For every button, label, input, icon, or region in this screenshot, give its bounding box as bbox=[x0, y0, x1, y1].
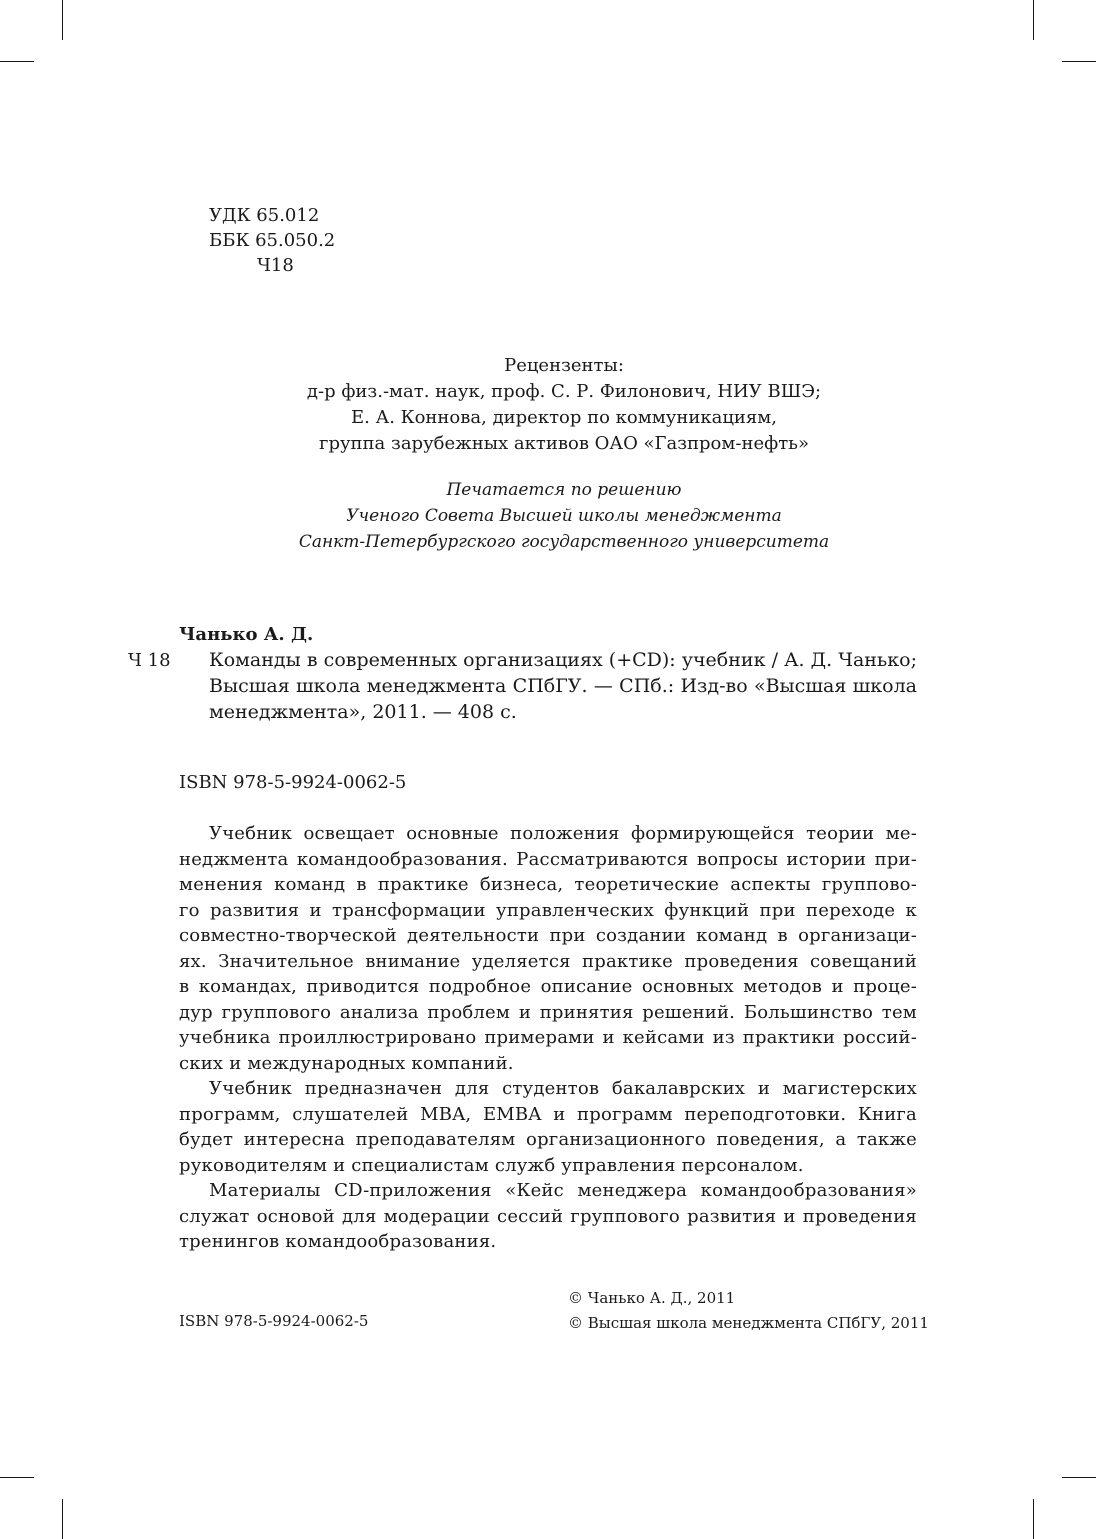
crop-mark-bottom-left bbox=[62, 1499, 63, 1539]
reviewer-line: Е. А. Коннова, директор по коммуникациям, bbox=[351, 407, 777, 428]
copyright-line: © Чанько А. Д., 2011 bbox=[568, 1289, 736, 1307]
copyright-line: © Высшая школа менеджмента СПбГУ, 2011 bbox=[568, 1314, 929, 1332]
author-mark: Ч18 bbox=[257, 255, 294, 276]
reviewer-line: группа зарубежных активов ОАО «Газпром-нефть» bbox=[319, 433, 809, 454]
approval-line: Ученого Совета Высшей школы менеджмента bbox=[346, 506, 782, 526]
abstract-line: Материалы CD-приложения «Кейс менеджера командообразования» bbox=[209, 1180, 917, 1201]
crop-mark-top-left bbox=[62, 0, 63, 40]
classification-codes bbox=[209, 203, 335, 278]
crop-mark-bottom-right bbox=[1033, 1499, 1034, 1539]
abstract-line: руководителям и специалистам служб управления персоналом. bbox=[179, 1154, 804, 1176]
abstract-line: в командах, приводится подробное описание основных методов и проце- bbox=[179, 976, 917, 997]
approval-line: Санкт-Петербургского государственного университета bbox=[298, 532, 830, 552]
catalog-code: Ч 18 bbox=[128, 650, 171, 671]
crop-mark-top-right bbox=[1033, 0, 1034, 40]
abstract-line: будет интересна преподавателям организационного поведения, а также bbox=[179, 1129, 917, 1150]
crop-mark-top-right-h bbox=[1062, 61, 1096, 62]
abstract-line: служат основой для модерации сессий группового развития и проведения bbox=[179, 1205, 917, 1227]
crop-mark-top-left-h bbox=[0, 61, 34, 62]
reviewers-block bbox=[250, 353, 878, 457]
footer-isbn: ISBN 978-5-9924-0062-5 bbox=[179, 1312, 369, 1330]
catalog-author: Чанько А. Д. bbox=[179, 624, 314, 645]
reviewer-line: д-р физ.-мат. наук, проф. С. Р. Филонович, НИУ ВШЭ; bbox=[306, 381, 822, 402]
bibliographic-description bbox=[209, 647, 917, 725]
copyright-block bbox=[568, 1286, 929, 1336]
udk-code: УДК 65.012 bbox=[209, 205, 320, 226]
abstract-line: программ, слушателей MBA, EMBA и программ переподготовки. Книга bbox=[179, 1103, 917, 1125]
catalog-isbn: ISBN 978-5-9924-0062-5 bbox=[179, 772, 407, 793]
abstract-line: Учебник освещает основные положения формирующейся теории ме- bbox=[209, 823, 917, 844]
biblio-line: Команды в современных организациях (+CD): учебник / А. Д. Чанько; bbox=[209, 649, 917, 671]
abstract-line: го развития и трансформации управленческих функций при переходе к bbox=[179, 899, 917, 921]
abstract bbox=[179, 821, 917, 1255]
abstract-line: тренингов командообразования. bbox=[179, 1231, 497, 1252]
abstract-line: ях. Значительное внимание уделяется практике проведения совещаний bbox=[179, 950, 917, 972]
abstract-line: менения команд в практике бизнеса, теоретические аспекты группово- bbox=[179, 874, 917, 895]
reviewers-heading: Рецензенты: bbox=[504, 355, 624, 376]
abstract-line: дур группового анализа проблем и принятия решений. Большинство тем bbox=[179, 1001, 917, 1023]
bbk-code: ББК 65.050.2 bbox=[209, 230, 336, 251]
crop-mark-bottom-right-h bbox=[1062, 1477, 1096, 1478]
approval-note bbox=[240, 477, 888, 555]
approval-line: Печатается по решению bbox=[446, 480, 682, 500]
abstract-line: ских и международных компаний. bbox=[179, 1052, 514, 1074]
biblio-line: менеджмента», 2011. — 408 с. bbox=[209, 701, 517, 723]
abstract-line: Учебник предназначен для студентов бакалаврских и магистерских bbox=[209, 1078, 917, 1099]
abstract-line: неджмента командообразования. Рассматриваются вопросы истории при- bbox=[179, 848, 917, 870]
crop-mark-bottom-left-h bbox=[0, 1477, 34, 1478]
biblio-line: Высшая школа менеджмента СПбГУ. — СПб.: Изд-во «Высшая школа bbox=[209, 675, 917, 697]
abstract-line: учебника проиллюстрировано примерами и кейсами из практики россий- bbox=[179, 1027, 917, 1048]
abstract-line: совместно-творческой деятельности при создании команд в организаци- bbox=[179, 925, 917, 946]
